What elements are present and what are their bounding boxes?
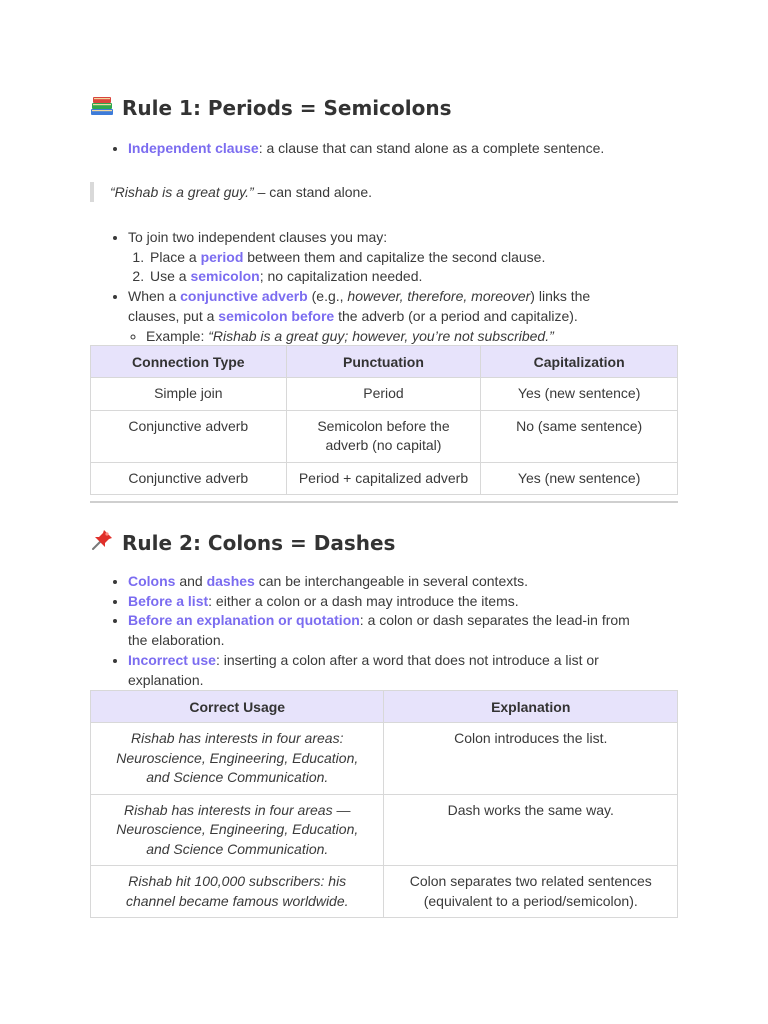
table-cell: No (same sentence)	[481, 410, 678, 462]
list-item-text: : inserting a colon after a word that does not introduce a list or explanation.	[128, 651, 599, 688]
list-item-text: To join two independent clauses you may:	[128, 229, 388, 245]
table-row	[91, 794, 678, 866]
step-item	[148, 267, 688, 287]
rule1-title: Rule 1: Periods = Semicolons	[122, 95, 452, 120]
table-row	[91, 462, 678, 495]
column-header: Correct Usage	[91, 691, 384, 723]
rule1-heading	[90, 94, 451, 121]
list-item	[128, 592, 648, 612]
table-cell: Rishab has interests in four areas — Neuroscience, Engineering, Education, and Science Communication.	[91, 794, 384, 866]
table-cell: Period + capitalized adverb	[286, 462, 481, 495]
rule1-definition-list	[90, 139, 716, 159]
table-cell: Period	[286, 378, 481, 411]
step-text: between them and capitalize the second clause.	[243, 248, 546, 265]
column-header: Punctuation	[286, 346, 481, 378]
step-item	[148, 248, 688, 268]
table-cell: Rishab hit 100,000 subscribers: his channel became famous worldwide.	[91, 866, 384, 918]
term-conjunctive-adverb: conjunctive adverb	[180, 288, 308, 305]
list-item-text: When a	[128, 288, 181, 305]
column-header: Capitalization	[481, 346, 678, 378]
list-item-text: : either a colon or a dash may introduce the items.	[208, 592, 519, 609]
rule2-title: Rule 2: Colons = Dashes	[122, 530, 396, 555]
connection-table	[90, 345, 678, 495]
rule2-list	[90, 572, 648, 690]
table-cell: Colon separates two related sentences (equivalent to a period/semicolon).	[384, 866, 678, 918]
list-item-text: can be interchangeable in several contexts.	[254, 573, 529, 589]
column-header: Explanation	[384, 691, 678, 723]
term-before-a-list: Before a list	[128, 592, 209, 609]
section-divider	[90, 501, 678, 503]
list-item	[128, 651, 648, 690]
term-incorrect-use: Incorrect use	[128, 651, 216, 668]
list-item-text: the adverb (or a period and capitalize).	[334, 307, 578, 324]
quote-sentence: “Rishab is a great guy.”	[110, 184, 254, 200]
example-item	[146, 327, 618, 347]
table-row	[91, 378, 678, 411]
table-cell: Colon introduces the list.	[384, 723, 678, 795]
list-item-text: and	[175, 573, 207, 589]
table-header-row	[91, 346, 678, 378]
table-cell: Yes (new sentence)	[481, 462, 678, 495]
term-colons: Colons	[128, 573, 176, 589]
term-semicolon: semicolon	[190, 268, 260, 285]
step-text: ; no capitalization needed.	[259, 268, 423, 285]
step-text: Place a	[150, 248, 201, 265]
example-list	[128, 327, 618, 347]
example-label: Example:	[146, 327, 209, 344]
list-item-text: ) links the clauses, put a	[128, 288, 591, 324]
rule1-joining-list	[90, 228, 688, 346]
list-item-text: : a colon or dash separates the lead-in from the elaboration.	[128, 612, 630, 649]
term-period: period	[200, 248, 244, 265]
rule2-heading	[90, 528, 395, 557]
table-cell: Conjunctive adverb	[91, 462, 287, 495]
pushpin-icon	[90, 528, 116, 557]
list-item	[128, 139, 716, 159]
example-text: “Rishab is a great guy; however, you’re not subscribed.”	[208, 327, 554, 344]
term-before-explanation: Before an explanation or quotation	[128, 612, 360, 629]
usage-table	[90, 690, 678, 918]
term-independent-clause: Independent clause	[128, 140, 259, 156]
table-header-row	[91, 691, 678, 723]
table-row	[91, 866, 678, 918]
list-item-text: (e.g.,	[307, 288, 348, 305]
table-row	[91, 410, 678, 462]
list-item	[128, 287, 618, 346]
quote-block	[90, 182, 670, 202]
adverb-examples: however, therefore, moreover	[347, 288, 531, 305]
table-cell: Semicolon before the adverb (no capital)	[286, 410, 481, 462]
list-item	[128, 572, 648, 592]
quote-note: – can stand alone.	[253, 184, 373, 200]
table-cell: Yes (new sentence)	[481, 378, 678, 411]
list-item	[128, 228, 688, 287]
books-icon	[90, 94, 116, 121]
table-row	[91, 723, 678, 795]
term-semicolon-before: semicolon before	[218, 307, 335, 324]
table-cell: Simple join	[91, 378, 287, 411]
step-text: Use a	[150, 268, 191, 285]
joining-steps	[128, 248, 688, 287]
table-cell: Rishab has interests in four areas: Neuroscience, Engineering, Education, and Science Communication.	[91, 723, 384, 795]
term-dashes: dashes	[206, 573, 255, 589]
list-item	[128, 611, 648, 650]
definition-text: : a clause that can stand alone as a complete sentence.	[258, 140, 605, 156]
table-cell: Conjunctive adverb	[91, 410, 287, 462]
table-cell: Dash works the same way.	[384, 794, 678, 866]
column-header: Connection Type	[91, 346, 287, 378]
